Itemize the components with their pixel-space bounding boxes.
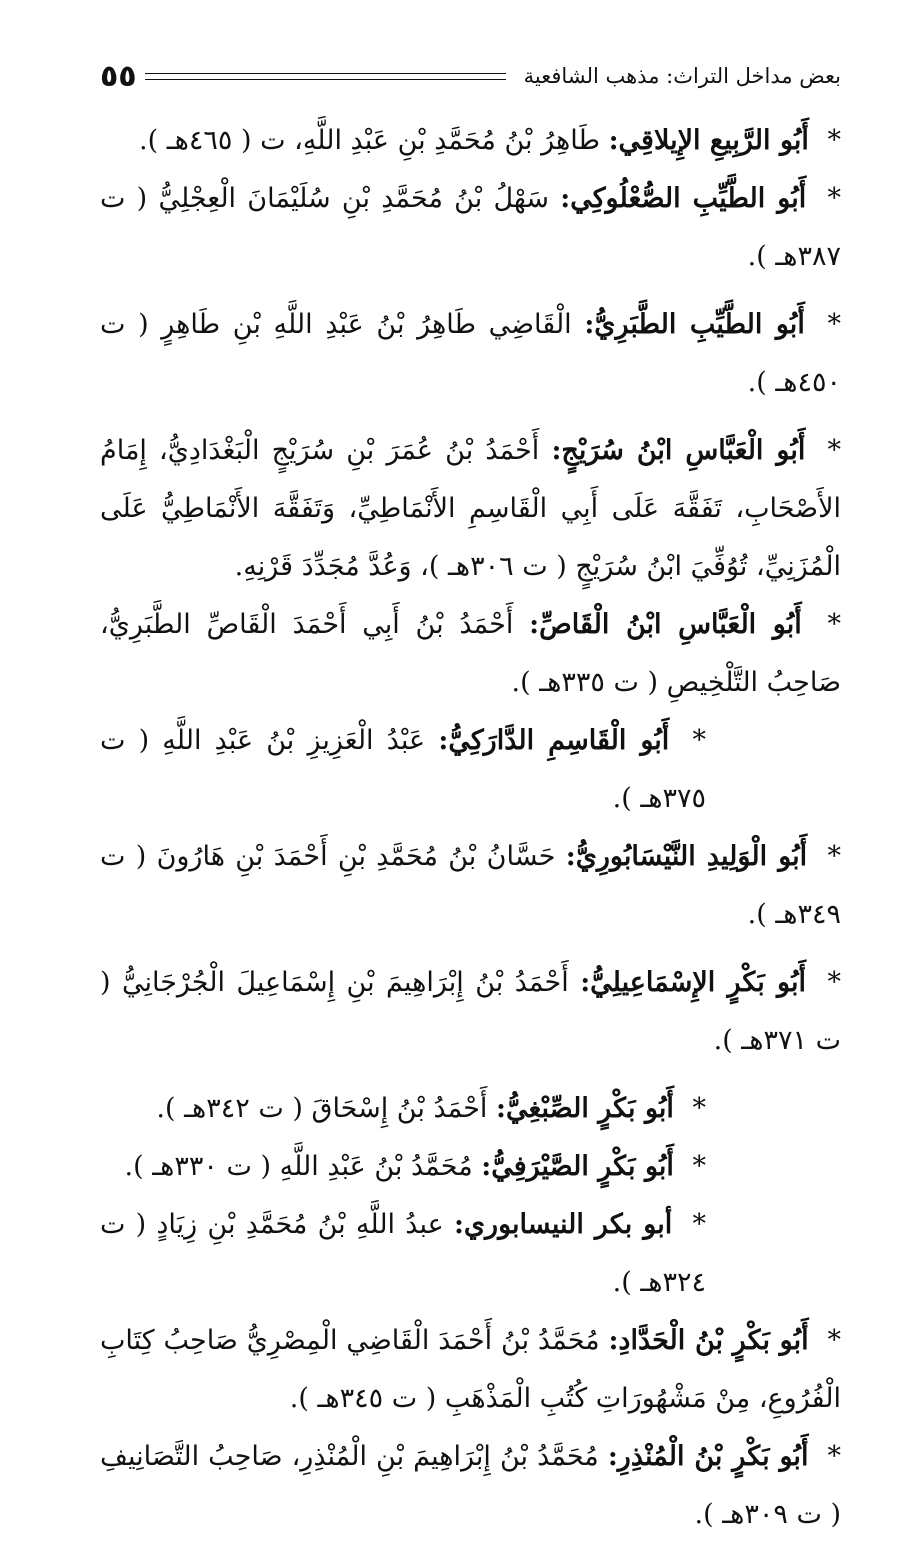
entry-text: طَاهِرُ بْنُ مُحَمَّدِ بْنِ عَبْدِ اللَّهِ، ت ( ٤٦٥هـ ). xyxy=(139,125,600,156)
entry-name: أَبُو بَكْرٍ الصِّبْغِيُّ: xyxy=(496,1093,674,1124)
entry xyxy=(100,596,841,712)
bullet-star: * xyxy=(827,309,841,340)
entry xyxy=(100,712,841,828)
entry-text: أَحْمَدُ بْنُ إِسْحَاقَ ( ت ٣٤٢هـ ). xyxy=(156,1093,488,1124)
entry-text: أَحْمَدُ بْنُ إِبْرَاهِيمَ بْنِ إِسْمَاعِيلَ الْجُرْجَانِيُّ ( ت ٣٧١هـ ). xyxy=(100,967,841,1056)
entry xyxy=(100,828,841,944)
bullet-star: * xyxy=(827,125,841,156)
running-header xyxy=(100,56,841,96)
bullet-star: * xyxy=(692,725,706,756)
entry-text: مُحَمَّدُ بْنُ إِبْرَاهِيمَ بْنِ الْمُنْذِرِ، صَاحِبُ التَّصَانِيفِ ( ت ٣٠٩هـ ). xyxy=(100,1441,841,1530)
header-rule xyxy=(145,73,506,80)
entry-text: عَبْدُ الْعَزِيزِ بْنُ عَبْدِ اللَّهِ ( ت ٣٧٥هـ ). xyxy=(100,725,706,814)
bullet-star: * xyxy=(827,1325,841,1356)
bullet-star: * xyxy=(827,967,841,998)
bullet-star: * xyxy=(827,183,841,214)
entry-name: أَبُو بَكْرٍ بْنُ الْحَدَّادِ: xyxy=(608,1325,809,1356)
bullet-star: * xyxy=(827,1441,842,1472)
entries-list xyxy=(100,112,841,1544)
entry xyxy=(100,1138,841,1196)
entry xyxy=(100,1312,841,1428)
entry-text: مُحَمَّدُ بْنُ أَحْمَدَ الْقَاضِي الْمِصْرِيُّ صَاحِبُ كِتَابِ الْفُرُوعِ، مِنْ مَشْهُورَاتِ كُتُبِ الْمَذْهَبِ ( ت ٣٤٥هـ ). xyxy=(100,1325,841,1414)
entry-text: أَحْمَدُ بْنُ أَبِي أَحْمَدَ الْقَاصِّ الطَّبَرِيُّ، صَاحِبُ التَّلْخِيصِ ( ت ٣٣٥هـ ). xyxy=(100,609,841,698)
entry xyxy=(100,296,841,412)
entry-name: أَبُو الْقَاسِمِ الدَّارَكِيُّ: xyxy=(438,725,670,756)
header-title: بعض مداخل التراث: مذهب الشافعية xyxy=(523,64,841,88)
entry xyxy=(100,170,841,286)
entry-name: أَبُو بَكْرٍ الإِسْمَاعِيلِيُّ: xyxy=(580,967,807,998)
bullet-star: * xyxy=(692,1209,706,1240)
entry xyxy=(100,1428,841,1544)
page-number: ٥٥ xyxy=(100,58,137,94)
entry xyxy=(100,112,841,170)
entry xyxy=(100,422,841,596)
entry-name: أَبُو بَكْرٍ الصَّيْرَفِيُّ: xyxy=(481,1151,674,1182)
bullet-star: * xyxy=(692,1151,706,1182)
entry-name: أَبُو الطَّيِّبِ الصُّعْلُوكِي: xyxy=(560,183,807,214)
bullet-star: * xyxy=(827,435,841,466)
entry-text: الْقَاضِي طَاهِرُ بْنُ عَبْدِ اللَّهِ بْنِ طَاهِرٍ ( ت ٤٥٠هـ ). xyxy=(100,309,841,398)
entry xyxy=(100,1196,841,1312)
entry xyxy=(100,954,841,1070)
entry-name: أبو بكر النيسابوري: xyxy=(453,1209,673,1240)
entry xyxy=(100,1080,841,1138)
bullet-star: * xyxy=(827,841,841,872)
entry-name: أَبُو بَكْرٍ بْنُ الْمُنْذِرِ: xyxy=(607,1441,809,1472)
entry-name: أَبُو الرَّبِيعِ الإِيلاقِي: xyxy=(608,125,809,156)
bullet-star: * xyxy=(692,1093,706,1124)
bullet-star: * xyxy=(827,609,841,640)
entry-name: أَبُو الْوَلِيدِ النَّيْسَابُورِيُّ: xyxy=(565,841,808,872)
entry-text: حَسَّانُ بْنُ مُحَمَّدِ بْنِ أَحْمَدَ بْنِ هَارُونَ ( ت ٣٤٩هـ ). xyxy=(100,841,841,930)
entry-text: سَهْلُ بْنُ مُحَمَّدِ بْنِ سُلَيْمَانَ الْعِجْلِيُّ ( ت ٣٨٧هـ ). xyxy=(100,183,841,272)
entry-name: أَبُو الْعَبَّاسِ ابْنُ سُرَيْجٍ: xyxy=(551,435,806,466)
entry-text: أَحْمَدُ بْنُ عُمَرَ بْنِ سُرَيْجٍ الْبَغْدَادِيُّ، إِمَامُ الأَصْحَابِ، تَفَقَّهَ عَلَى أَبِي الْقَاسِمِ الأَنْمَاطِيِّ، وَتَفَقَّهَ الأَنْمَاطِيُّ عَلَى الْمُزَنِيِّ، تُوُفِّيَ ابْنُ سُرَيْجٍ ( ت ٣٠٦هـ )، وَعُدَّ مُجَدِّدَ قَرْنِهِ. xyxy=(100,435,841,582)
entry-text: مُحَمَّدُ بْنُ عَبْدِ اللَّهِ ( ت ٣٣٠هـ ). xyxy=(124,1151,473,1182)
entry-name: أَبُو الْعَبَّاسِ ابْنُ الْقَاصِّ: xyxy=(529,609,802,640)
entry-name: أَبُو الطَّيِّبِ الطَّبَرِيُّ: xyxy=(584,309,805,340)
entry-text: عبدُ اللَّهِ بْنُ مُحَمَّدِ بْنِ زِيَادٍ ( ت ٣٢٤هـ ). xyxy=(100,1209,706,1298)
